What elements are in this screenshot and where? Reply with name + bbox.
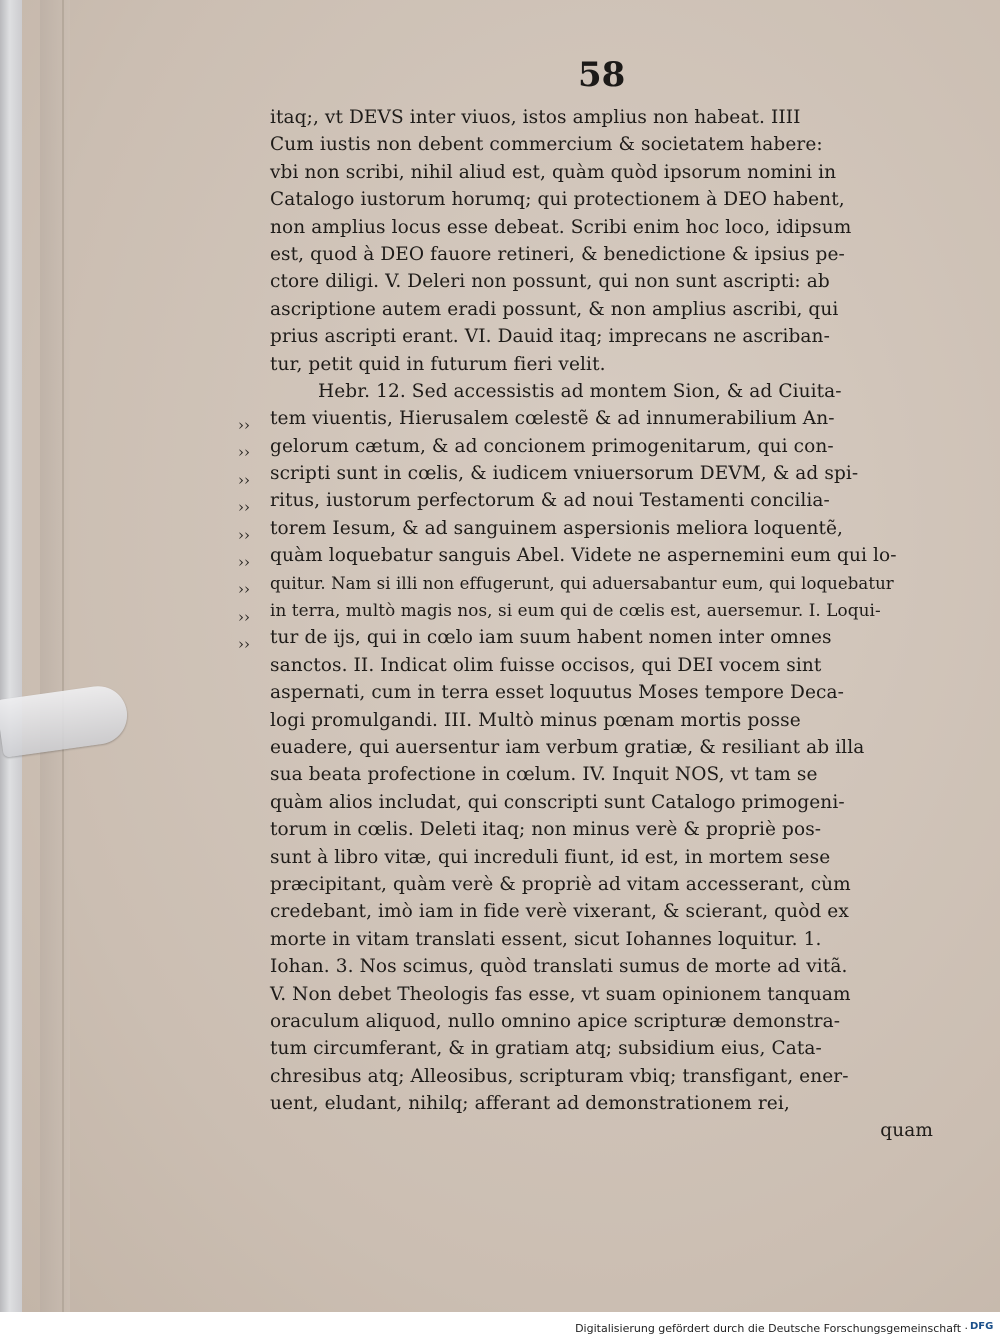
text-line: aspernati, cum in terra esset loquutus Moses tempore Deca-: [270, 682, 844, 704]
text-line: quàm loquebatur sanguis Abel. Videte ne aspernemini eum qui lo-: [270, 545, 897, 567]
page-fold-line: [62, 0, 64, 1312]
quotation-mark: ››: [238, 553, 250, 571]
text-line: gelorum cætum, & ad concionem primogenitarum, qui con-: [270, 435, 834, 457]
text-line: in terra, multò magis nos, si eum qui de cœlis est, auersemur. I. Loqui-: [270, 600, 881, 621]
quotation-mark: ››: [238, 471, 250, 489]
text-line: scripti sunt in cœlis, & iudicem vniuersorum DEVM, & ad spi-: [270, 463, 859, 485]
text-line: ascriptione autem eradi possunt, & non amplius ascribi, qui: [270, 298, 839, 320]
text-line: quitur. Nam si illi non effugerunt, qui aduersabantur eum, qui loquebatur: [270, 573, 894, 593]
catchword: quam: [880, 1120, 933, 1142]
text-line: ritus, iustorum perfectorum & ad noui Testamenti concilia-: [270, 490, 830, 512]
text-line: logi promulgandi. III. Multò minus pœnam mortis posse: [270, 709, 801, 731]
quotation-mark: ››: [238, 635, 250, 653]
quotation-mark: ››: [238, 608, 250, 626]
quotation-mark: ››: [238, 580, 250, 598]
text-line: sanctos. II. Indicat olim fuisse occisos, qui DEI vocem sint: [270, 654, 822, 676]
text-line: tem viuentis, Hierusalem cœlestẽ & ad innumerabilium An-: [270, 408, 835, 430]
quotation-mark: ››: [238, 498, 250, 516]
text-line: sunt à libro vitæ, qui increduli fiunt, id est, in mortem sese: [270, 846, 831, 868]
text-line: est, quod à DEO fauore retineri, & benedictione & ipsius pe-: [270, 243, 845, 265]
text-line: credebant, imò iam in fide verè vixerant, & scierant, quòd ex: [270, 901, 849, 923]
text-line: tum circumferant, & in gratiam atq; subsidium eius, Cata-: [270, 1038, 822, 1060]
text-line: euadere, qui auersentur iam verbum gratiæ, & resiliant ab illa: [270, 736, 865, 758]
text-line: quàm alios includat, qui conscripti sunt Catalogo primogeni-: [270, 791, 845, 813]
digitization-credit: Digitalisierung gefördert durch die Deutsche Forschungsgemeinschaft ·: [575, 1322, 968, 1335]
text-line: tur, petit quid in futurum fieri velit.: [270, 353, 606, 375]
text-line: torem Iesum, & ad sanguinem aspersionis meliora loquentẽ,: [270, 517, 844, 539]
scanner-edge: [0, 0, 24, 1312]
text-line: sua beata profectione in cœlum. IV. Inquit NOS, vt tam se: [270, 764, 818, 786]
text-line: torum in cœlis. Deleti itaq; non minus verè & propriè pos-: [270, 819, 822, 841]
text-line: chresibus atq; Alleosibus, scripturam vbiq; transfigant, ener-: [270, 1065, 849, 1087]
text-line: morte in vitam translati essent, sicut Iohannes loquitur. 1.: [270, 928, 822, 950]
text-line: itaq;, vt DEVS inter viuos, istos amplius non habeat. IIII: [270, 107, 801, 128]
text-line: tur de ijs, qui in cœlo iam suum habent nomen inter omnes: [270, 627, 832, 649]
text-line: Hebr. 12. Sed accessistis ad montem Sion, & ad Ciuita-: [318, 380, 842, 402]
text-line: uent, eludant, nihilq; afferant ad demonstrationem rei,: [270, 1093, 790, 1115]
footer-bar: [0, 1312, 1000, 1344]
text-line: Catalogo iustorum horumq; qui protectionem à DEO habent,: [270, 189, 845, 211]
text-line: ctore diligi. V. Deleri non possunt, qui non sunt ascripti: ab: [270, 271, 830, 293]
text-line: V. Non debet Theologis fas esse, vt suam opinionem tanquam: [270, 983, 851, 1005]
body-text: [270, 104, 935, 1145]
text-line: oraculum aliquod, nullo omnino apice scripturæ demonstra-: [270, 1010, 841, 1032]
dfg-logo: DFG: [970, 1321, 994, 1332]
text-line: Iohan. 3. Nos scimus, quòd translati sumus de morte ad vitã.: [270, 956, 848, 978]
text-line: non amplius locus esse debeat. Scribi enim hoc loco, idipsum: [270, 216, 852, 238]
page-edge-shadow: [40, 0, 70, 1312]
text-line: vbi non scribi, nihil aliud est, quàm quòd ipsorum nomini in: [270, 161, 837, 183]
text-line: prius ascripti erant. VI. Dauid itaq; imprecans ne ascriban-: [270, 326, 830, 348]
quotation-mark: ››: [238, 526, 250, 544]
text-line: Cum iustis non debent commercium & societatem habere:: [270, 134, 823, 156]
quotation-mark: ››: [238, 416, 250, 434]
text-line: præcipitant, quàm verè & propriè ad vitam accesserant, cùm: [270, 873, 851, 895]
quotation-mark: ››: [238, 443, 250, 461]
page-number: 58: [578, 55, 626, 95]
